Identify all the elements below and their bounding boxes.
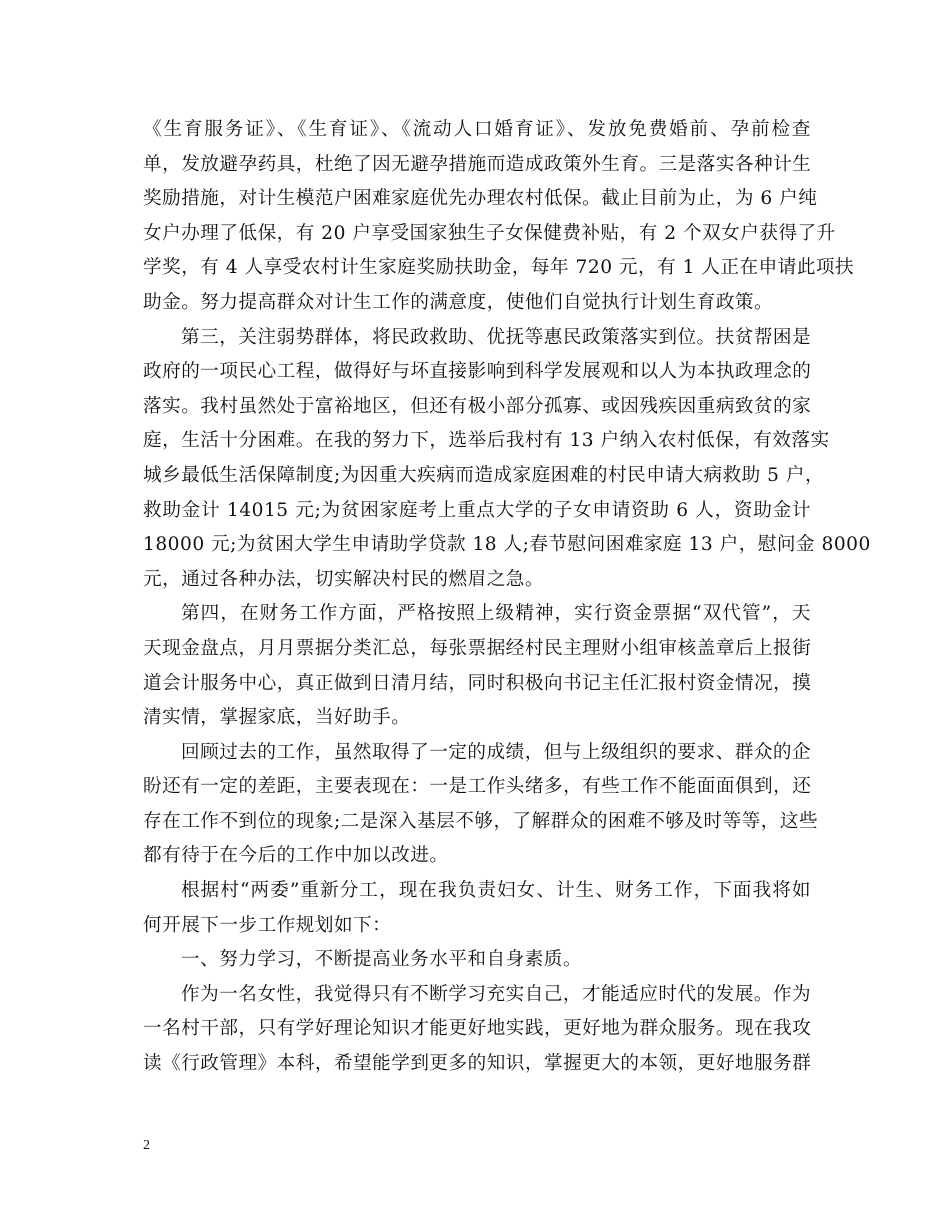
text-line: 助金。努力提高群众对计生工作的满意度，使他们自觉执行计划生育政策。	[143, 291, 774, 313]
text-line: 政府的一项民心工程，做得好与坏直接影响到科学发展观和以人为本执政理念的	[143, 361, 812, 383]
text-line: 都有待于在今后的工作中加以改进。	[143, 845, 449, 867]
text-line: 第三，关注弱势群体，将民政救助、优抚等惠民政策落实到位。扶贫帮困是	[181, 326, 812, 348]
page-number: 2	[143, 1138, 150, 1153]
text-line: 回顾过去的工作，虽然取得了一定的成绩，但与上级组织的要求、群众的企	[181, 741, 812, 763]
text-line: 一名村干部，只有学好理论知识才能更好地实践，更好地为群众服务。现在我攻	[143, 1018, 812, 1040]
text-line: 清实情，掌握家底，当好助手。	[143, 707, 411, 729]
text-line: 落实。我村虽然处于富裕地区，但还有极小部分孤寡、或因残疾因重病致贫的家	[143, 395, 812, 417]
text-line: 庭，生活十分困难。在我的努力下，选举后我村有 13 户纳入农村低保，有效落实	[143, 430, 830, 452]
text-line: 奖励措施，对计生模范户困难家庭优先办理农村低保。截止目前为止，为 6 户纯	[143, 188, 818, 210]
text-line: 女户办理了低保，有 20 户享受国家独生子女保健费补贴，有 2 个双女户获得了升	[143, 222, 836, 244]
text-line: 城乡最低生活保障制度;为因重大疾病而造成家庭困难的村民申请大病救助 5 户，	[143, 464, 825, 486]
text-line: 盼还有一定的差距，主要表现在：一是工作头绪多，有些工作不能面面俱到，还	[143, 776, 812, 798]
text-line: 学奖，有 4 人享受农村计生家庭奖励扶助金，每年 720 元，有 1 人正在申请此项扶	[143, 257, 855, 279]
text-line: 何开展下一步工作规划如下：	[143, 914, 392, 936]
text-line: 一、努力学习，不断提高业务水平和自身素质。	[181, 949, 582, 971]
text-line: 《生育服务证》、《生育证》、《流动人口婚育证》、发放免费婚前、孕前检查	[143, 119, 811, 140]
text-line: 作为一名女性，我觉得只有不断学习充实自己，才能适应时代的发展。作为	[181, 983, 812, 1005]
text-line: 单，发放避孕药具，杜绝了因无避孕措施而造成政策外生育。三是落实各种计生	[143, 153, 812, 175]
text-line: 元，通过各种办法，切实解决村民的燃眉之急。	[143, 568, 544, 590]
text-line: 读《行政管理》本科，希望能学到更多的知识，掌握更大的本领，更好地服务群	[143, 1053, 812, 1075]
body-text	[143, 113, 871, 1082]
text-line: 存在工作不到位的现象;二是深入基层不够，了解群众的困难不够及时等等，这些	[143, 810, 819, 832]
text-line: 天现金盘点，月月票据分类汇总，每张票据经村民主理财小组审核盖章后上报街	[143, 637, 812, 659]
text-line: 救助金计 14015 元;为贫困家庭考上重点大学的子女申请资助 6 人，资助金计	[143, 499, 811, 521]
text-line: 第四，在财务工作方面，严格按照上级精神，实行资金票据“双代管”，天	[181, 603, 811, 625]
text-line: 18000 元;为贫困大学生申请助学贷款 18 人;春节慰问困难家庭 13 户，慰问金 8000	[143, 534, 871, 556]
text-line: 道会计服务中心，真正做到日清月结，同时积极向书记主任汇报村资金情况，摸	[143, 672, 812, 694]
text-line: 根据村“两委”重新分工，现在我负责妇女、计生、财务工作，下面我将如	[181, 880, 811, 902]
